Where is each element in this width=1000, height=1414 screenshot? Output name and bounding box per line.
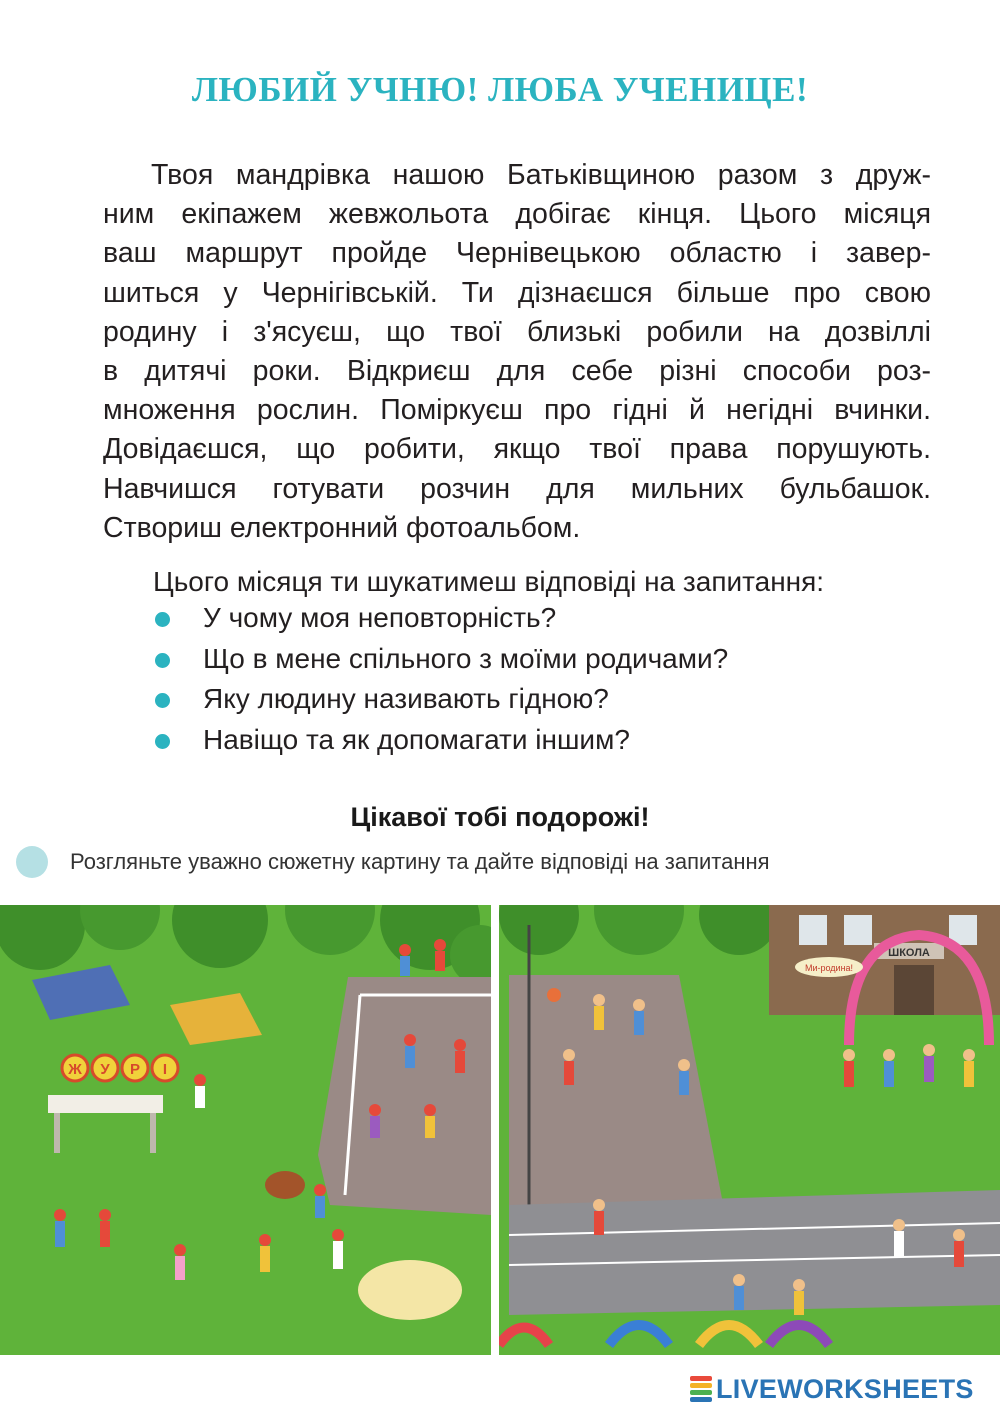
park-scene bbox=[0, 905, 491, 1355]
illustration-right bbox=[499, 905, 1000, 1355]
bullet-dot-icon bbox=[155, 653, 170, 668]
intro-line: Навчишся готувати розчин для мильних бульбашок. bbox=[103, 472, 931, 505]
sports-court bbox=[318, 977, 491, 1215]
school-sign: ШКОЛА bbox=[888, 947, 930, 959]
question-text: Яку людину називають гідною? bbox=[203, 683, 609, 714]
intro-line: ваш маршрут пройде Чернівецькою областю і завер- bbox=[103, 237, 931, 270]
trees bbox=[499, 905, 779, 955]
intro-line: в дитячі роки. Відкриєш для себе різні способи роз- bbox=[103, 355, 931, 388]
intro-line: шиться у Чернігівській. Ти дізнаєшся більше про свою bbox=[103, 276, 931, 309]
jury-letter: Ж bbox=[68, 1061, 82, 1078]
round-table bbox=[358, 1260, 462, 1320]
task-marker-icon bbox=[16, 846, 48, 878]
banner-text: Ми-родина! bbox=[804, 963, 854, 973]
jury-letter: У bbox=[100, 1061, 110, 1078]
question-item bbox=[153, 598, 728, 639]
illustration-left bbox=[0, 905, 491, 1355]
question-item bbox=[153, 679, 728, 720]
intro-line: Твоя мандрівка нашою Батьківщиною разом з друж- bbox=[151, 159, 931, 191]
liveworksheets-logo bbox=[690, 1374, 974, 1404]
brand-name: LIVEWORKSHEETS bbox=[716, 1373, 974, 1404]
question-item bbox=[153, 720, 728, 761]
intro-paragraph bbox=[103, 156, 931, 548]
dog bbox=[265, 1171, 305, 1199]
intro-line: Довідаєшся, що робити, якщо твої права порушують. bbox=[103, 433, 931, 466]
intro-line: множення рослин. Поміркуєш про гідні й негідні вчинки. bbox=[103, 394, 931, 427]
question-text: У чому моя неповторність? bbox=[203, 602, 557, 633]
running-track bbox=[509, 1190, 1000, 1315]
jury-letter: Р bbox=[129, 1061, 141, 1078]
intro-line: ним екіпажем жевжольота добігає кінця. Цього місяця bbox=[103, 198, 931, 231]
questions-lead: Цього місяця ти шукатимеш відповіді на запитання: bbox=[153, 566, 825, 597]
page-title: ЛЮБИЙ УЧНЮ! ЛЮБА УЧЕНИЦЕ! bbox=[191, 70, 809, 109]
bullet-dot-icon bbox=[155, 612, 170, 627]
bullet-dot-icon bbox=[155, 734, 170, 749]
bullet-dot-icon bbox=[155, 693, 170, 708]
intro-line: Створиш електронний фотоальбом. bbox=[103, 511, 581, 544]
intro-line: родину і з'ясуєш, що твої близькі робили на дозвіллі bbox=[103, 315, 931, 348]
school-door bbox=[894, 965, 934, 1015]
school-yard-scene bbox=[499, 905, 1000, 1355]
question-text: Навіщо та як допомагати іншим? bbox=[203, 723, 630, 755]
closing-wish: Цікавої тобі подорожі! bbox=[350, 802, 650, 832]
task-instruction: Розгляньте уважно сюжетну картину та дайте відповіді на запитання bbox=[70, 849, 770, 874]
jury-table bbox=[48, 1095, 163, 1113]
questions-list bbox=[153, 598, 728, 760]
liveworksheets-icon bbox=[690, 1375, 712, 1403]
jury-letter: І bbox=[162, 1061, 168, 1078]
ball bbox=[547, 988, 561, 1002]
question-text: Що в мене спільного з моїми родичами? bbox=[203, 642, 729, 674]
question-item bbox=[153, 639, 728, 680]
